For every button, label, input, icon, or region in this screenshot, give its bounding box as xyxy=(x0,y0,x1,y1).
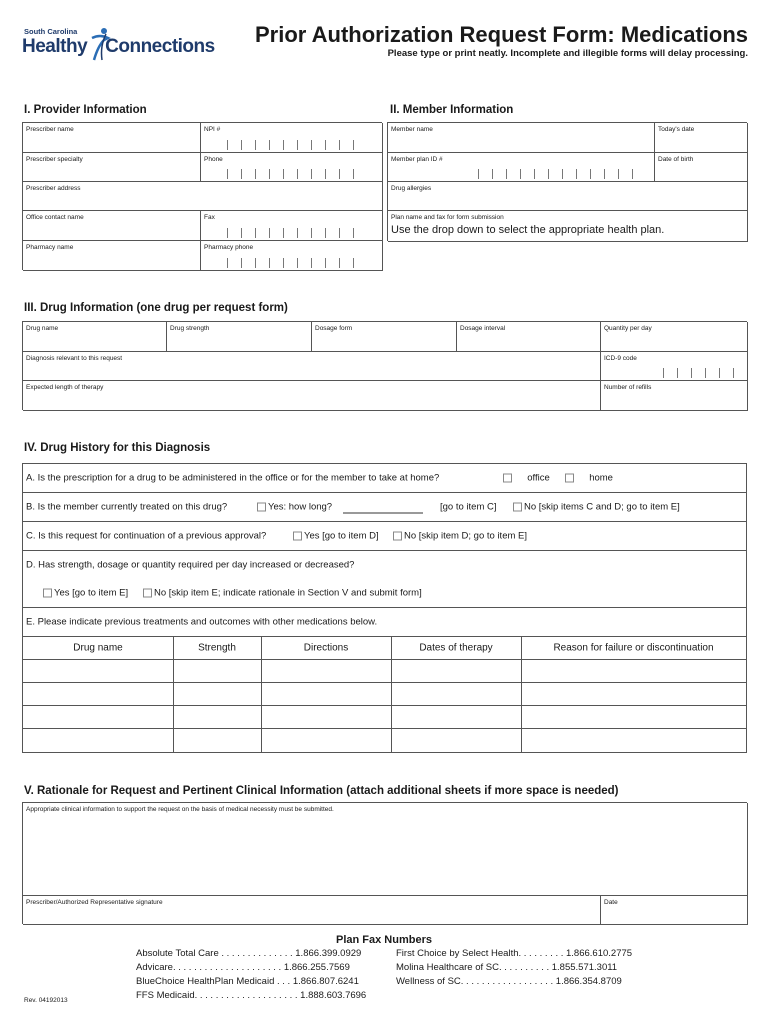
fax-line: Advicare. . . . . . . . . . . . . . . . . . . . . 1.866.255.7569 xyxy=(136,962,350,973)
c-yes-checkbox[interactable] xyxy=(293,531,302,540)
rationale-section-title: V. Rationale for Request and Pertinent Clinical Information (attach additional sheets if more space is needed) xyxy=(24,785,619,797)
date-of-birth-field[interactable]: Date of birth xyxy=(655,153,748,182)
table-row[interactable] xyxy=(23,706,746,729)
office-contact-field[interactable]: Office contact name xyxy=(23,211,201,241)
table-row[interactable] xyxy=(23,660,746,683)
diagnosis-field[interactable]: Diagnosis relevant to this request xyxy=(23,352,601,381)
history-item-c: C. Is this request for continuation of a previous approval? Yes [go to item D] No [skip item D; go to item E] xyxy=(23,522,746,551)
col-directions: Directions xyxy=(303,642,349,654)
col-strength: Strength xyxy=(198,642,236,654)
healthy-connections-logo xyxy=(22,26,215,64)
signature-field[interactable]: Prescriber/Authorized Representative signature xyxy=(23,896,601,925)
fax-line: BlueChoice HealthPlan Medicaid . . . 1.866.807.6241 xyxy=(136,976,359,987)
col-dates-of-therapy: Dates of therapy xyxy=(419,642,493,654)
history-item-e: E. Please indicate previous treatments and outcomes with other medications below. xyxy=(23,608,746,637)
d-no-checkbox[interactable] xyxy=(143,588,152,597)
provider-info-table xyxy=(22,122,382,270)
fax-numbers-title: Plan Fax Numbers xyxy=(336,934,432,946)
history-item-b: B. Is the member currently treated on this drug? Yes: how long? [go to item C] No [skip items C and D; go to item E] xyxy=(23,493,746,522)
refills-field[interactable]: Number of refills xyxy=(601,381,748,411)
how-long-input[interactable] xyxy=(343,513,423,514)
plan-dropdown[interactable]: Use the drop down to select the appropriate health plan. xyxy=(391,224,665,236)
prescriber-address-field[interactable]: Prescriber address xyxy=(23,182,383,211)
drug-allergies-field[interactable]: Drug allergies xyxy=(388,182,748,211)
drug-name-field[interactable]: Drug name xyxy=(23,322,167,352)
fax-line: FFS Medicaid. . . . . . . . . . . . . . . . . . . . 1.888.603.7696 xyxy=(136,990,367,1001)
d-yes-checkbox[interactable] xyxy=(43,588,52,597)
col-drug-name: Drug name xyxy=(73,642,123,654)
page-subtitle: Please type or print neatly. Incomplete and illegible forms will delay processing. xyxy=(387,48,748,59)
member-info-table xyxy=(387,122,747,241)
drug-strength-field[interactable]: Drug strength xyxy=(167,322,312,352)
drug-info-table xyxy=(22,321,747,410)
prescriber-name-field[interactable]: Prescriber name xyxy=(23,123,201,153)
drug-section-title: III. Drug Information (one drug per request form) xyxy=(24,302,288,314)
logo-state-text: South Carolina xyxy=(24,27,78,36)
c-no-checkbox[interactable] xyxy=(393,531,402,540)
member-section-title: II. Member Information xyxy=(390,104,514,116)
fax-field[interactable]: Fax xyxy=(201,211,383,241)
rationale-table xyxy=(22,802,747,924)
treatments-header-row xyxy=(23,637,746,660)
dosage-interval-field[interactable]: Dosage interval xyxy=(457,322,601,352)
plan-name-fax-field[interactable]: Plan name and fax for form submission Use the drop down to select the appropriate health plan. xyxy=(388,211,748,242)
dosage-form-field[interactable]: Dosage form xyxy=(312,322,457,352)
history-item-d: D. Has strength, dosage or quantity required per day increased or decreased? Yes [go to item E] No [skip item E; indicate rationale in Section V and submit form] xyxy=(23,551,746,608)
b-no-checkbox[interactable] xyxy=(513,502,522,511)
provider-section-title: I. Provider Information xyxy=(24,104,147,116)
logo-word-healthy: Healthy xyxy=(22,36,88,57)
previous-treatments-table xyxy=(23,637,746,752)
member-name-field[interactable]: Member name xyxy=(388,123,655,153)
quantity-per-day-field[interactable]: Quantity per day xyxy=(601,322,748,352)
home-checkbox[interactable] xyxy=(565,473,574,482)
history-item-a: A. Is the prescription for a drug to be administered in the office or for the member to take at home? office home xyxy=(23,464,746,493)
pharmacy-phone-field[interactable]: Pharmacy phone xyxy=(201,241,383,271)
col-reason: Reason for failure or discontinuation xyxy=(553,642,714,654)
revision-number: Rev. 04192013 xyxy=(24,997,68,1004)
fax-line: First Choice by Select Health. . . . . . . . . 1.866.610.2775 xyxy=(396,948,633,959)
npi-field[interactable]: NPI # xyxy=(201,123,383,153)
page-title: Prior Authorization Request Form: Medications xyxy=(255,22,748,47)
todays-date-field[interactable]: Today's date xyxy=(655,123,748,153)
icd9-field[interactable]: ICD-9 code xyxy=(601,352,748,381)
drug-history-table xyxy=(22,463,747,753)
fax-line: Molina Healthcare of SC. . . . . . . . . . 1.855.571.3011 xyxy=(396,962,618,973)
phone-field[interactable]: Phone xyxy=(201,153,383,182)
pharmacy-name-field[interactable]: Pharmacy name xyxy=(23,241,201,271)
fax-line: Absolute Total Care . . . . . . . . . . . . . . 1.866.399.0929 xyxy=(136,948,362,959)
rationale-textarea[interactable]: Appropriate clinical information to support the request on the basis of medical necessity must be submitted. xyxy=(23,803,748,896)
signature-date-field[interactable]: Date xyxy=(601,896,748,925)
history-section-title: IV. Drug History for this Diagnosis xyxy=(24,442,211,454)
logo-figure-icon xyxy=(86,26,114,62)
fax-line: Wellness of SC. . . . . . . . . . . . . . . . . . 1.866.354.8709 xyxy=(396,976,622,987)
office-checkbox[interactable] xyxy=(503,473,512,482)
member-plan-id-field[interactable]: Member plan ID # xyxy=(388,153,655,182)
logo-word-connections: Connections xyxy=(105,36,215,57)
prescriber-specialty-field[interactable]: Prescriber specialty xyxy=(23,153,201,182)
b-yes-checkbox[interactable] xyxy=(257,502,266,511)
table-row[interactable] xyxy=(23,683,746,706)
table-row[interactable] xyxy=(23,729,746,752)
expected-length-field[interactable]: Expected length of therapy xyxy=(23,381,601,411)
logo-wordmark xyxy=(22,36,215,58)
